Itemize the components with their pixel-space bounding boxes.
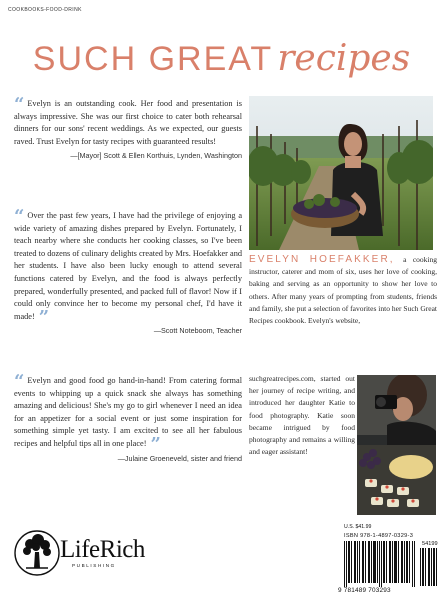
testimonial-attribution: —[Mayor] Scott & Ellen Korthuis, Lynden, Washington [70, 151, 242, 161]
bio-text: a cooking instructor, caterer and mom of six, uses her love of cooking, baking and serving as an opportunity to show her love to others. After many years of prompting from students, friends and family, she put a selection of favorites into her Such Great Recipes cookbook. Evelyn's website, [249, 255, 437, 326]
author-photo [249, 96, 433, 250]
tree-icon [14, 530, 60, 576]
publisher-sub: PUBLISHING [72, 563, 116, 568]
testimonial-text: Over the past few years, I have had the privilege of enjoying a wide variety of amazing dishes prepared by Evelyn. Fortunately, I teach nearby where she conducts her cooking classes, so I've been treated to dozens of culinary delights created by Mrs. Hoefakker and her students. I have also been lucky enough to attend several functions catered by Evelyn, and the food is always perfectly prepared, wonderfully presented, and packed full of flavor! Now if I could only convince her to become my personal chef, I'd have it made! [14, 211, 242, 321]
title-main: SUCH GREAT [32, 40, 274, 78]
title-script: recipes [277, 38, 411, 79]
testimonial-3 [14, 371, 242, 465]
open-quote-icon: “ [14, 371, 25, 392]
category-label: COOKBOOKS-FOOD-DRINK [8, 7, 82, 13]
testimonial-text: Evelyn is an outstanding cook. Her food and presentation is always impressive. She was our first choice to cater both rehearsal dinners for our sons' recent weddings. As we expected, our guests raved. Trust Evelyn for tasty recipes with guaranteed results! [14, 99, 242, 146]
publisher-brand: LifeRich [60, 536, 145, 563]
open-quote-icon: “ [14, 94, 25, 115]
isbn-barcode [344, 541, 418, 587]
publisher-logo [14, 530, 164, 580]
supplement-barcode [420, 548, 438, 586]
close-quote-icon: ” [38, 306, 50, 328]
book-title [0, 38, 443, 79]
food-photo [357, 375, 436, 515]
supplement-code: 54199 [422, 541, 438, 547]
close-quote-icon: ” [150, 433, 161, 455]
open-quote-icon: “ [14, 206, 25, 227]
testimonial-attribution: —Scott Noteboom, Teacher [153, 326, 242, 336]
testimonial-2 [14, 206, 242, 338]
barcode-block [332, 524, 438, 596]
author-bio-continued: suchgreatrecipes.com, started out her journey of recipe writing, and introduced her daughter Katie to food photography. Katie soon became intrigued by food photography and remains a willing and eager assistant! [249, 374, 355, 457]
author-bio [249, 254, 437, 327]
barcode-digits: 9 781489 703293 [338, 587, 391, 594]
testimonial-1 [14, 94, 242, 163]
testimonial-text: Evelyn and good food go hand-in-hand! From catering formal events to whipping up a quick snack she always has something amazing and delicious! She's my go to girl whenever I need an idea for an appetizer for a social event or just some inspiration for something simple yet tasty. I am excited to see all her fabulous recipes and helpful tips all in one place! [14, 376, 242, 448]
isbn-label: ISBN 978-1-4897-0329-3 [344, 533, 414, 539]
price-label: U.S. $41.99 [344, 524, 372, 530]
author-name: EVELYN HOEFAKKER, [249, 254, 395, 265]
testimonial-attribution: —Julaine Groeneveld, sister and friend [117, 453, 242, 463]
